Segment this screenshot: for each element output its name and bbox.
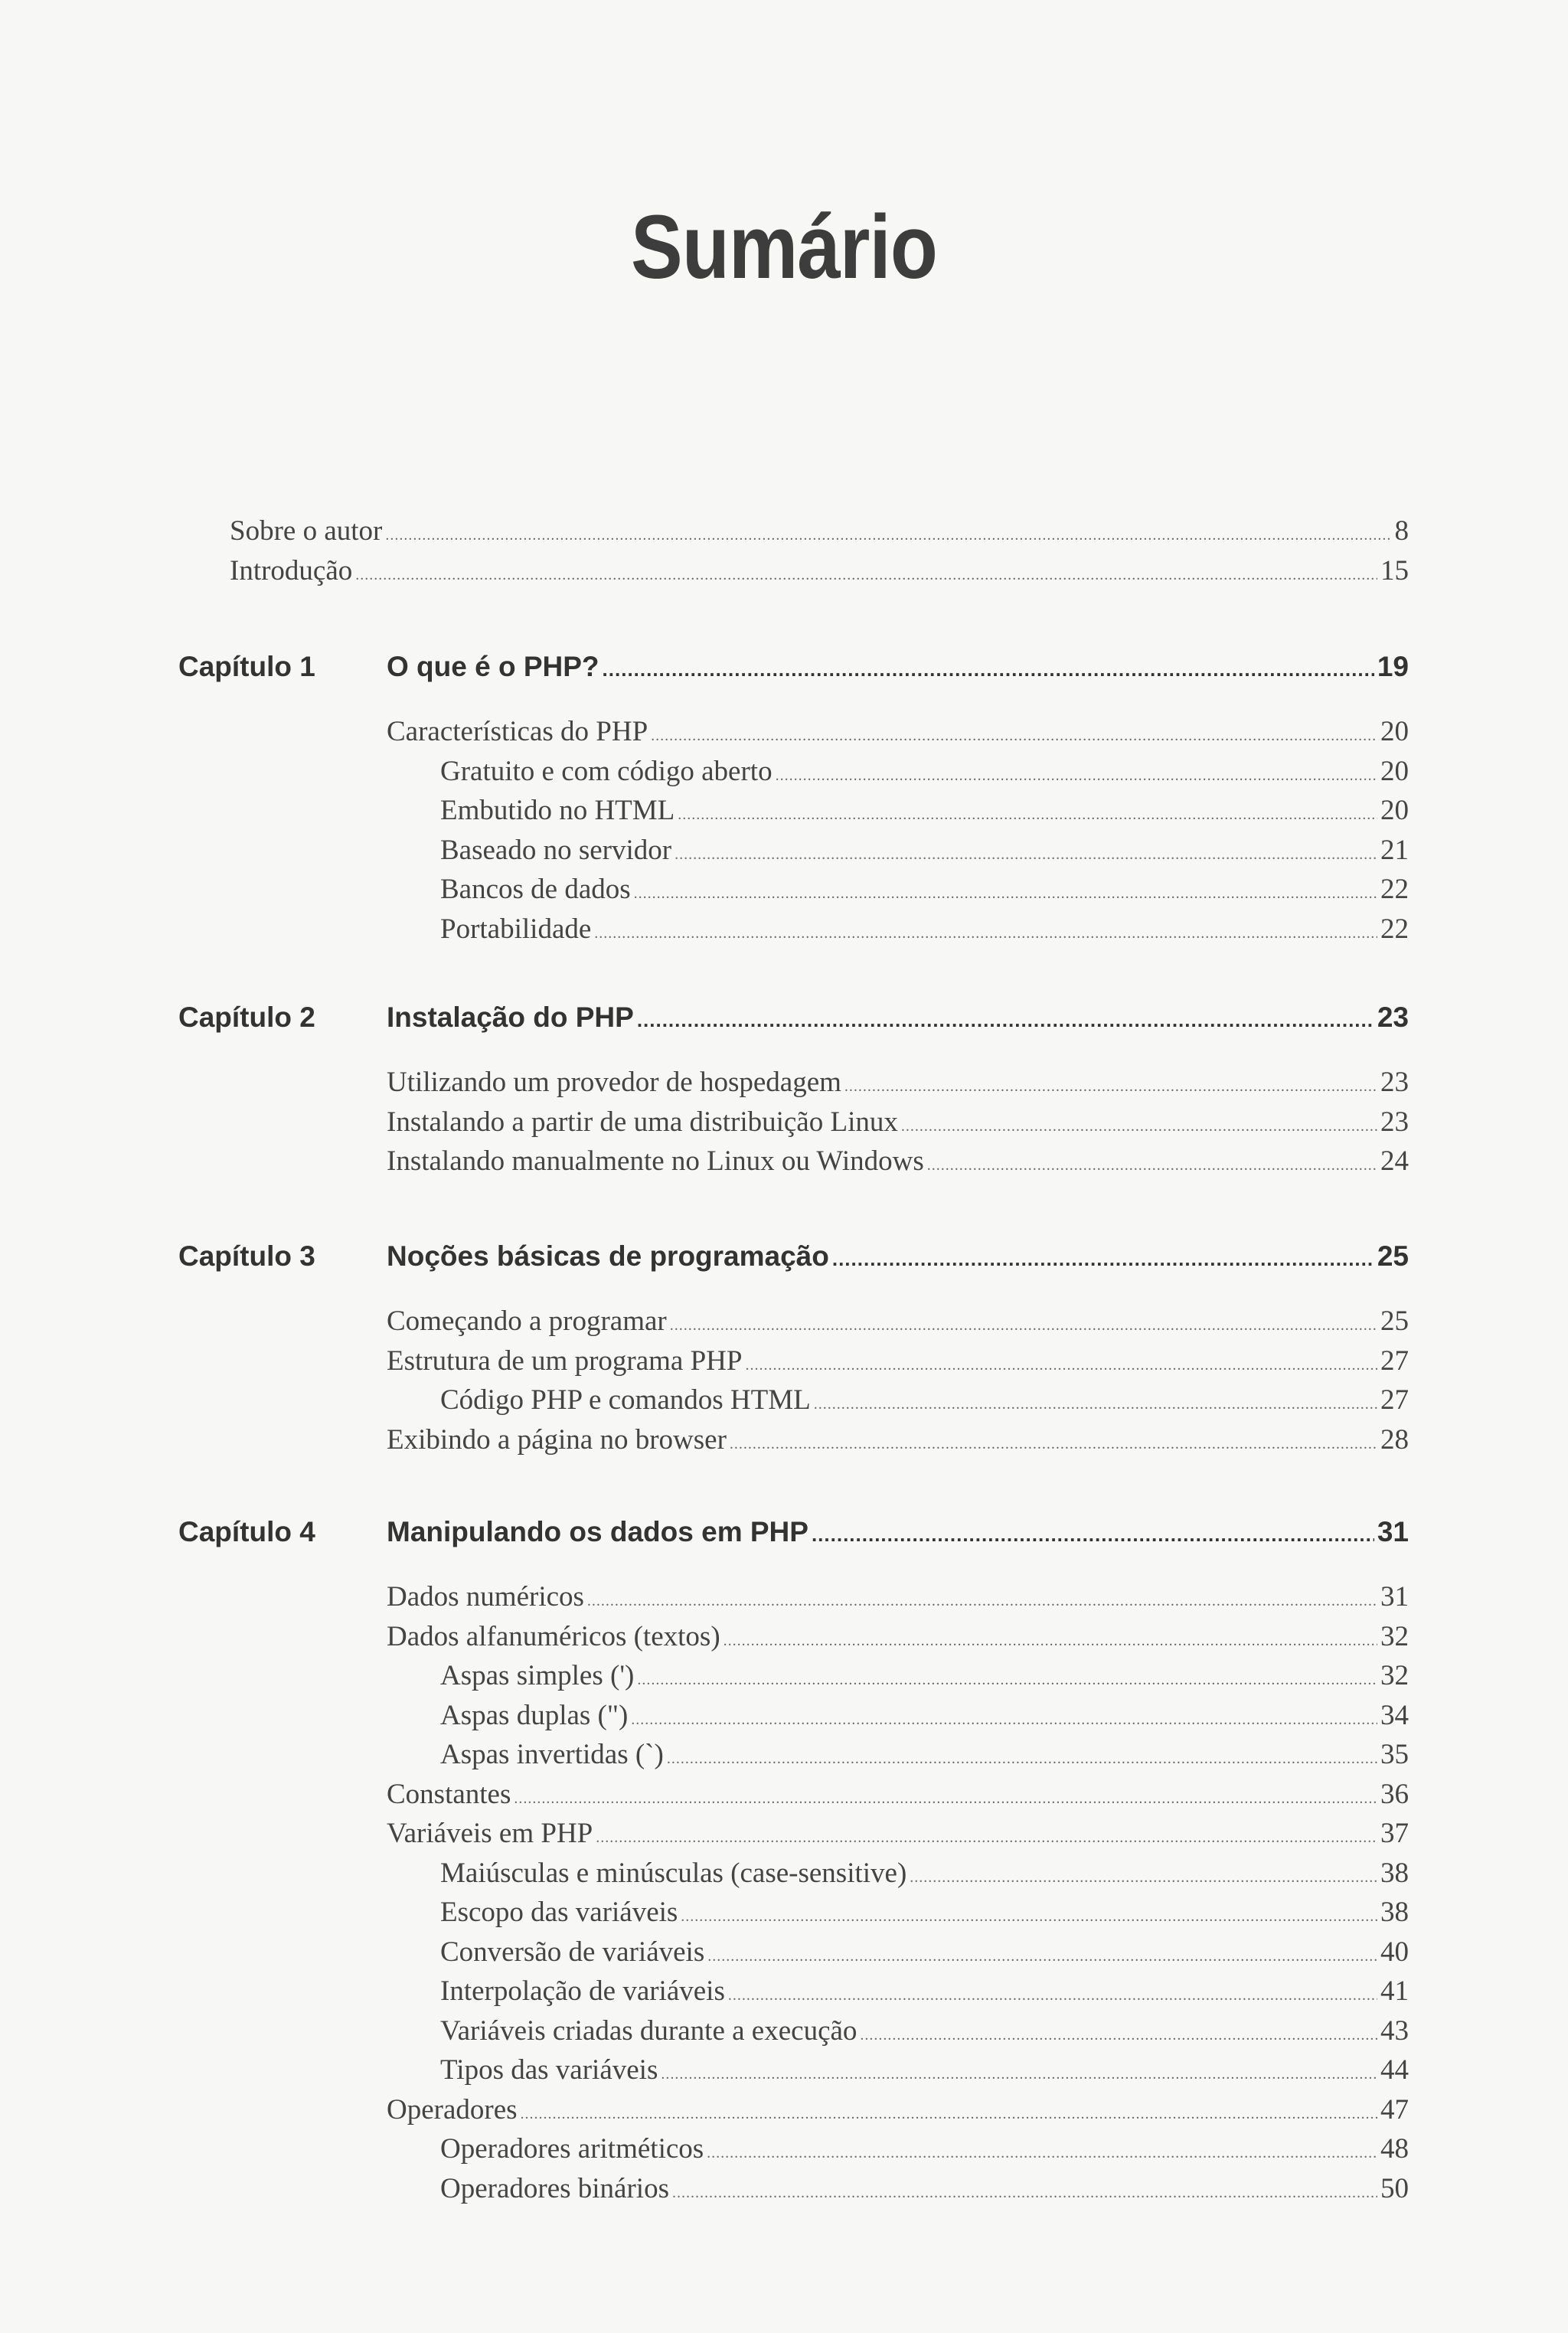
toc-subsection-page-number: 35 [1380, 1739, 1409, 1770]
toc-subsection [440, 1659, 1409, 1697]
toc-subsection [440, 2054, 1409, 2092]
toc-subsection [440, 2172, 1409, 2210]
chapter-title-label: Instalação do PHP [387, 1001, 634, 1033]
page-title: Sumário [630, 197, 938, 298]
toc-section-label: Variáveis em PHP [387, 1818, 593, 1849]
toc-subsection-label: Maiúsculas e minúsculas (case-sensitive) [440, 1857, 907, 1889]
dot-leader [814, 1396, 1377, 1413]
toc-section-label: Utilizando um provedor de hospedagem [387, 1067, 841, 1098]
chapter-label: Capítulo 1 [178, 651, 315, 682]
toc-subsection-page-number: 38 [1380, 1897, 1409, 1928]
toc-subsection-label: Conversão de variáveis [440, 1936, 705, 1968]
chapter-title-label: O que é o PHP? [387, 651, 599, 682]
dot-leader [596, 1829, 1377, 1847]
toc-subsection [440, 913, 1409, 951]
toc-subsection [440, 2014, 1409, 2053]
toc-subsection [440, 2132, 1409, 2171]
toc-subsection [440, 1975, 1409, 2013]
toc-section [387, 1423, 1409, 1462]
chapter-title-page-number: 31 [1377, 1516, 1409, 1547]
dot-leader [730, 1436, 1377, 1453]
dot-leader [707, 2145, 1377, 2162]
toc-section [387, 1778, 1409, 1816]
dot-leader [910, 1869, 1377, 1887]
toc-section [387, 1145, 1409, 1183]
toc-section [387, 1106, 1409, 1144]
dot-leader [812, 1523, 1374, 1547]
dot-leader [832, 1247, 1374, 1271]
toc-subsection [440, 755, 1409, 793]
toc-section [387, 1305, 1409, 1343]
toc-subsection-page-number: 20 [1380, 755, 1409, 787]
toc-section-page-number: 24 [1380, 1145, 1409, 1177]
toc-subsection-label: Tipos das variáveis [440, 2054, 658, 2086]
toc-section-page-number: 47 [1380, 2093, 1409, 2126]
dot-leader [634, 885, 1377, 903]
toc-subsection-page-number: 38 [1380, 1857, 1409, 1889]
dot-leader [514, 1790, 1377, 1808]
toc-section-page-number: 28 [1380, 1423, 1409, 1456]
front-matter-entry-label: Sobre o autor [230, 515, 383, 547]
toc-section-page-number: 27 [1380, 1345, 1409, 1377]
dot-leader [670, 1317, 1377, 1335]
toc-section-page-number: 23 [1380, 1106, 1409, 1138]
dot-leader [728, 1987, 1377, 2005]
toc-subsection [440, 1896, 1409, 1934]
toc-subsection-label: Operadores aritméticos [440, 2133, 704, 2165]
toc-section-label: Dados alfanuméricos (textos) [387, 1620, 720, 1652]
toc-subsection-label: Baseado no servidor [440, 834, 672, 866]
dot-leader [675, 846, 1377, 864]
toc-section-page-number: 31 [1380, 1581, 1409, 1613]
toc-section-label: Instalando a partir de uma distribuição Linux [387, 1106, 898, 1138]
toc-subsection [440, 1936, 1409, 1974]
toc-subsection-label: Variáveis criadas durante a execução [440, 2014, 858, 2047]
toc-subsection-label: Interpolação de variáveis [440, 1975, 725, 2007]
toc-subsection-label: Gratuito e com código aberto [440, 755, 773, 787]
toc-subsection [440, 1738, 1409, 1776]
toc-subsection [440, 1384, 1409, 1422]
toc-section-label: Dados numéricos [387, 1581, 584, 1613]
front-matter-entry-page-number: 8 [1394, 515, 1409, 547]
toc-section [387, 715, 1409, 753]
toc-subsection-page-number: 32 [1380, 1660, 1409, 1691]
dot-leader [860, 2027, 1377, 2044]
toc-section [387, 1817, 1409, 1855]
toc-subsection [440, 1699, 1409, 1737]
chapter-label: Capítulo 3 [178, 1240, 315, 1272]
dot-leader [594, 925, 1377, 943]
dot-leader [672, 2184, 1377, 2202]
dot-leader [355, 567, 1377, 584]
chapter-title-label: Noções básicas de programação [387, 1240, 829, 1272]
toc-subsection-page-number: 40 [1380, 1936, 1409, 1968]
toc-subsection-page-number: 43 [1380, 2014, 1409, 2047]
dot-leader [681, 1908, 1377, 1926]
toc-section-label: Estrutura de um programa PHP [387, 1345, 743, 1377]
toc-subsection [440, 873, 1409, 911]
dot-leader [667, 1750, 1377, 1768]
chapter-title-page-number: 23 [1377, 1001, 1409, 1033]
toc-section [387, 1345, 1409, 1383]
chapter-label: Capítulo 2 [178, 1001, 315, 1033]
chapter-title [387, 1001, 1409, 1040]
front-matter-entry [230, 515, 1409, 553]
toc-section [387, 1620, 1409, 1658]
toc-subsection-label: Bancos de dados [440, 874, 631, 905]
toc-section-page-number: 36 [1380, 1778, 1409, 1810]
chapter-title-page-number: 19 [1377, 651, 1409, 682]
toc-section [387, 1580, 1409, 1619]
toc-section [387, 2093, 1409, 2132]
toc-section-page-number: 25 [1380, 1305, 1409, 1337]
toc-section-page-number: 23 [1380, 1067, 1409, 1098]
dot-leader [901, 1118, 1377, 1135]
chapter-label: Capítulo 4 [178, 1516, 315, 1547]
toc-subsection-page-number: 20 [1380, 795, 1409, 826]
toc-subsection-page-number: 34 [1380, 1699, 1409, 1731]
toc-section-label: Operadores [387, 2093, 518, 2126]
chapter-title [387, 1516, 1409, 1554]
toc-subsection-label: Aspas simples (') [440, 1660, 635, 1691]
toc-subsection-label: Operadores binários [440, 2172, 669, 2204]
toc-subsection-label: Aspas invertidas (`) [440, 1739, 664, 1770]
toc-subsection-page-number: 50 [1380, 2172, 1409, 2204]
dot-leader [631, 1711, 1377, 1729]
dot-leader [587, 1593, 1377, 1610]
front-matter-entry-page-number: 15 [1380, 554, 1409, 587]
toc-subsection [440, 834, 1409, 872]
toc-section-label: Começando a programar [387, 1305, 667, 1337]
toc-subsection-label: Portabilidade [440, 913, 592, 945]
toc-section-label: Constantes [387, 1778, 511, 1810]
toc-subsection [440, 1857, 1409, 1895]
dot-leader [385, 527, 1391, 544]
dot-leader [521, 2106, 1377, 2123]
toc-section-page-number: 20 [1380, 716, 1409, 747]
chapter-title-page-number: 25 [1377, 1240, 1409, 1272]
toc-subsection-label: Escopo das variáveis [440, 1897, 678, 1928]
dot-leader [637, 1671, 1377, 1689]
toc-subsection-page-number: 27 [1380, 1384, 1409, 1416]
front-matter-entry-label: Introdução [230, 554, 353, 587]
toc-section-label: Instalando manualmente no Linux ou Windows [387, 1145, 924, 1177]
dot-leader [661, 2066, 1377, 2083]
dot-leader [745, 1357, 1377, 1374]
dot-leader [724, 1632, 1377, 1650]
toc-subsection-label: Código PHP e comandos HTML [440, 1384, 811, 1416]
toc-section [387, 1066, 1409, 1104]
dot-leader [707, 1948, 1377, 1965]
chapter-title [387, 651, 1409, 689]
toc-section-label: Características do PHP [387, 716, 648, 747]
dot-leader [776, 767, 1377, 785]
dot-leader [927, 1157, 1377, 1175]
dot-leader [603, 658, 1374, 681]
toc-subsection-label: Aspas duplas (") [440, 1699, 629, 1731]
toc-subsection-page-number: 44 [1380, 2054, 1409, 2086]
toc-subsection-page-number: 41 [1380, 1975, 1409, 2007]
toc-subsection-label: Embutido no HTML [440, 795, 675, 826]
toc-subsection [440, 794, 1409, 832]
toc-section-label: Exibindo a página no browser [387, 1423, 727, 1456]
dot-leader [651, 727, 1377, 745]
toc-subsection-page-number: 21 [1380, 834, 1409, 866]
dot-leader [844, 1078, 1377, 1096]
toc-section-page-number: 32 [1380, 1620, 1409, 1652]
toc-subsection-page-number: 48 [1380, 2133, 1409, 2165]
toc-subsection-page-number: 22 [1380, 874, 1409, 905]
dot-leader [678, 806, 1377, 824]
toc-subsection-page-number: 22 [1380, 913, 1409, 945]
chapter-title-label: Manipulando os dados em PHP [387, 1516, 808, 1547]
dot-leader [637, 1008, 1374, 1032]
toc-section-page-number: 37 [1380, 1818, 1409, 1849]
chapter-title [387, 1240, 1409, 1279]
front-matter-entry [230, 554, 1409, 593]
